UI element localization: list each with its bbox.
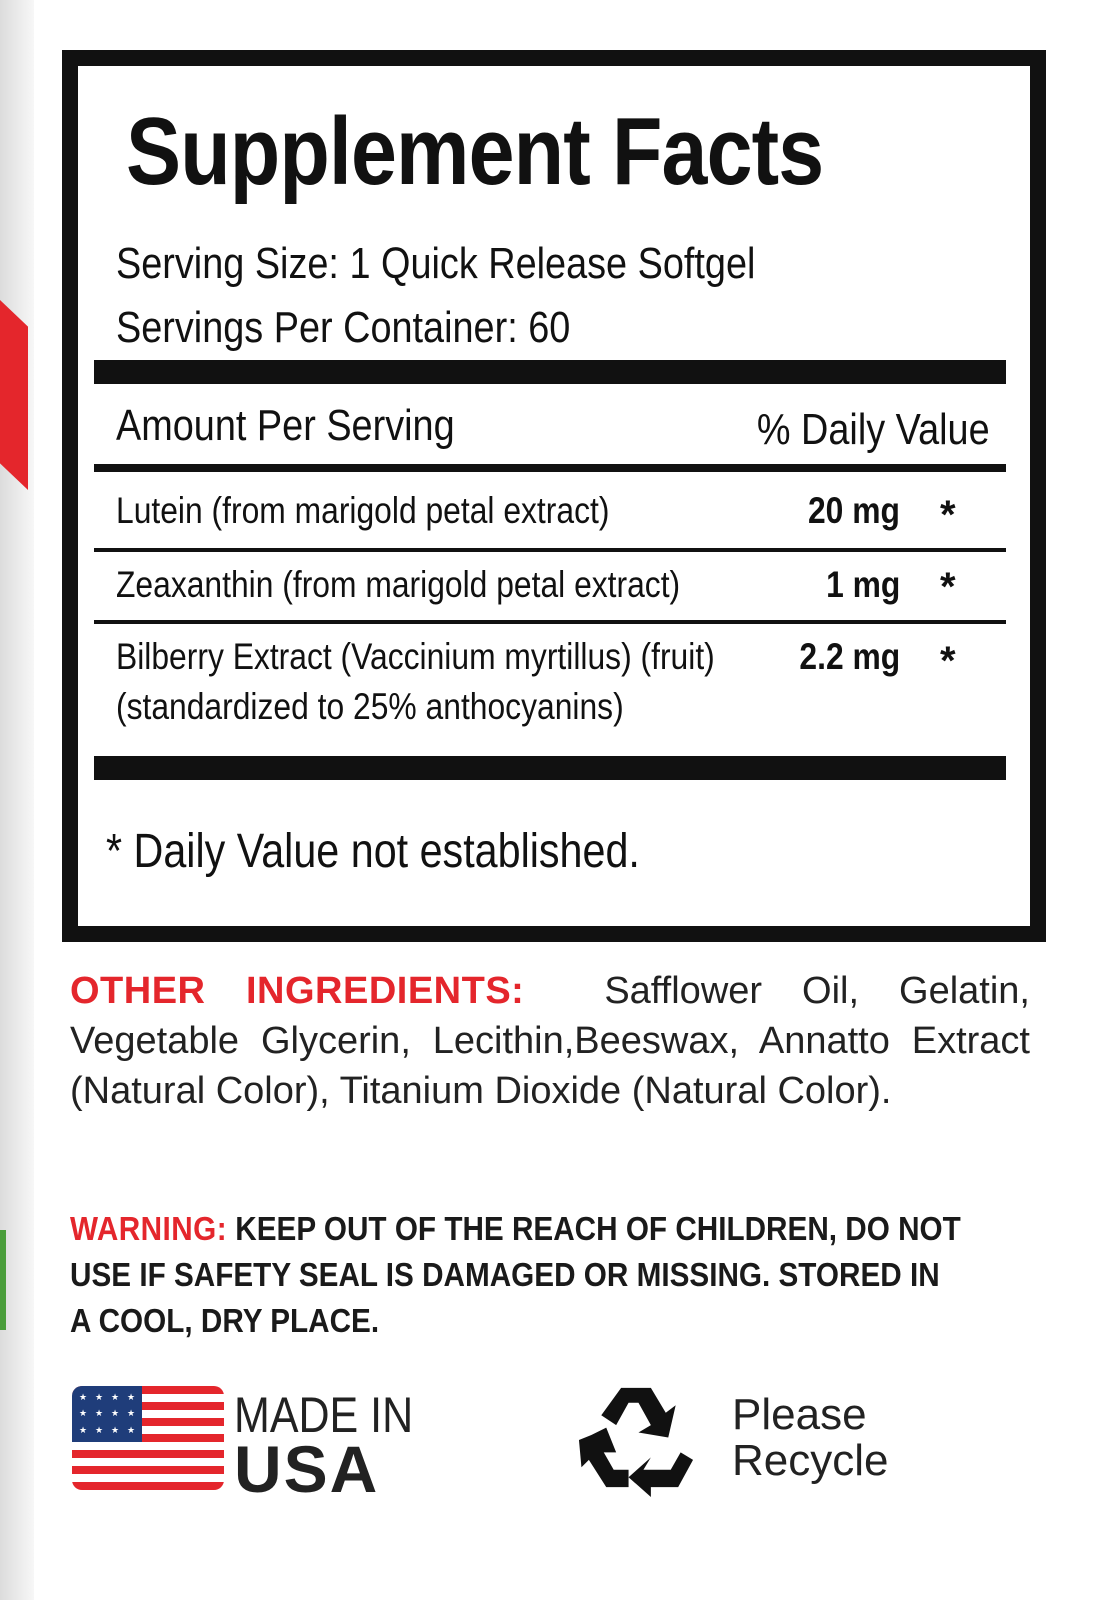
- usa-label: USA: [234, 1432, 380, 1506]
- recycle-icon: [570, 1378, 702, 1502]
- other-ingredients-label: OTHER INGREDIENTS:: [70, 970, 525, 1012]
- row-divider: [94, 620, 1006, 624]
- recycle-line2: Recycle: [732, 1436, 889, 1485]
- us-flag-icon: ★ ★ ★ ★ ★ ★ ★ ★ ★ ★ ★ ★: [72, 1386, 224, 1490]
- facts-title: Supplement Facts: [126, 98, 824, 205]
- bottle-red-stripe: [0, 300, 28, 490]
- other-ingredients-text: Safflower Oil, Gelatin, Vegetable Glycerin, Lecithin,Beeswax, Annatto Extract (Natural Color), Titanium Dioxide (Natural Color).: [70, 970, 1030, 1112]
- bottle-green-stripe: [0, 1230, 6, 1330]
- header-divider: [94, 464, 1006, 472]
- made-in-label: MADE IN: [234, 1387, 414, 1443]
- daily-value-header: % Daily Value: [757, 405, 990, 454]
- nutrient-amount: 20 mg: [808, 490, 900, 531]
- servings-per-container: Servings Per Container: 60: [116, 303, 571, 352]
- serving-size: Serving Size: 1 Quick Release Softgel: [116, 239, 756, 288]
- supplement-facts-panel: [62, 50, 1046, 942]
- nutrient-name: Lutein (from marigold petal extract): [116, 490, 610, 531]
- footnote: * Daily Value not established.: [106, 825, 640, 878]
- daily-value-mark: *: [940, 565, 956, 609]
- nutrient-name: Bilberry Extract (Vaccinium myrtillus) (fruit): [116, 636, 715, 677]
- nutrient-amount: 1 mg: [825, 564, 900, 605]
- row-divider: [94, 548, 1006, 552]
- thick-divider: [94, 756, 1006, 780]
- thick-divider: [94, 360, 1006, 384]
- nutrient-name: Zeaxanthin (from marigold petal extract): [116, 564, 681, 605]
- bottle-edge: [0, 0, 34, 1600]
- nutrient-amount: 2.2 mg: [799, 636, 900, 677]
- other-ingredients: [70, 966, 1030, 1116]
- recycle-line1: Please: [732, 1390, 867, 1439]
- warning-text: KEEP OUT OF THE REACH OF CHILDREN, DO NOT USE IF SAFETY SEAL IS DAMAGED OR MISSING. STORED IN A COOL, DRY PLACE.: [70, 1210, 961, 1339]
- amount-per-serving-header: Amount Per Serving: [116, 401, 455, 450]
- warning: [70, 1206, 961, 1344]
- daily-value-mark: *: [940, 493, 956, 537]
- daily-value-mark: *: [940, 639, 956, 683]
- warning-label: WARNING:: [70, 1210, 228, 1247]
- recycle-label: [732, 1392, 889, 1484]
- nutrient-name-line2: (standardized to 25% anthocyanins): [116, 686, 624, 727]
